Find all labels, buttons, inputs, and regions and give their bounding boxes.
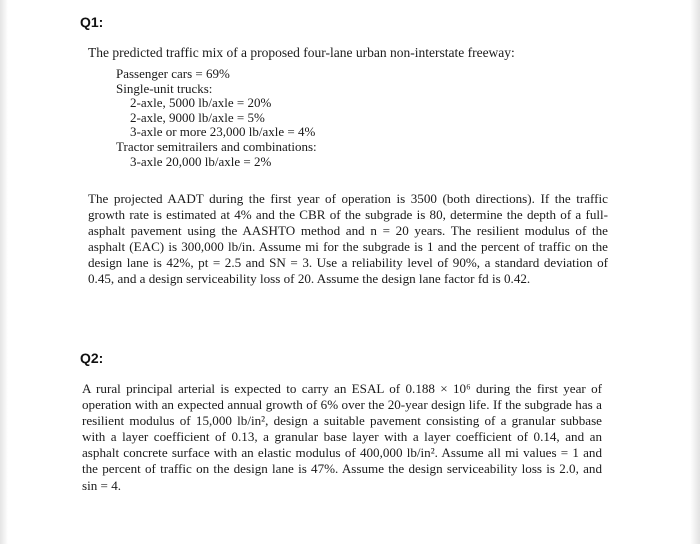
question-2-heading: Q2:	[80, 350, 104, 366]
traffic-mix-item: Tractor semitrailers and combinations:	[116, 138, 317, 154]
question-1-body: The projected AADT during the first year of operation is 3500 (both directions). If the traffic growth rate is estimated at 4% and the CBR of the subgrade is 80, determine the depth of a full-asphalt pavement using the AASHTO method and n = 20 years. The resilient modulus of the asphalt (EAC) is 300,000 lb/in. Assume mi for the subgrade is 1 and the percent of traffic on the design lane is 42%, pt = 2.5 and SN = 3. Use a reliability level of 90%, a standard deviation of 0.45, and a design serviceability loss of 20. Assume the design lane factor fd is 0.42.	[88, 191, 608, 287]
traffic-mix-item: Single-unit trucks:	[116, 80, 213, 96]
question-2-body: A rural principal arterial is expected to carry an ESAL of 0.188 × 10⁶ during the first year of operation with an expected annual growth of 6% over the 20-year design life. If the subgrade has a resilient modulus of 15,000 lb/in², design a suitable pavement consisting of a granular subbase with a layer coefficient of 0.13, a granular base layer with a layer coefficient of 0.14, and an asphalt concrete surface with an elastic modulus of 400,000 lb/in². Assume all mi values = 1 and the percent of traffic on the design lane is 47%. Assume the design serviceability loss is 2.0, and sin = 4.	[82, 381, 602, 493]
question-1-intro: The predicted traffic mix of a proposed four-lane urban non-interstate freeway:	[88, 45, 515, 60]
traffic-mix-item: 2-axle, 9000 lb/axle = 5%	[130, 109, 265, 125]
traffic-mix-list	[116, 67, 317, 169]
page-edge-right	[690, 0, 700, 544]
page-edge-left	[0, 0, 8, 544]
traffic-mix-item: 3-axle or more 23,000 lb/axle = 4%	[130, 124, 316, 140]
question-1-heading: Q1:	[80, 14, 104, 30]
traffic-mix-item: Passenger cars = 69%	[116, 66, 230, 81]
traffic-mix-item: 3-axle 20,000 lb/axle = 2%	[130, 153, 272, 169]
traffic-mix-item: 2-axle, 5000 lb/axle = 20%	[130, 95, 272, 111]
